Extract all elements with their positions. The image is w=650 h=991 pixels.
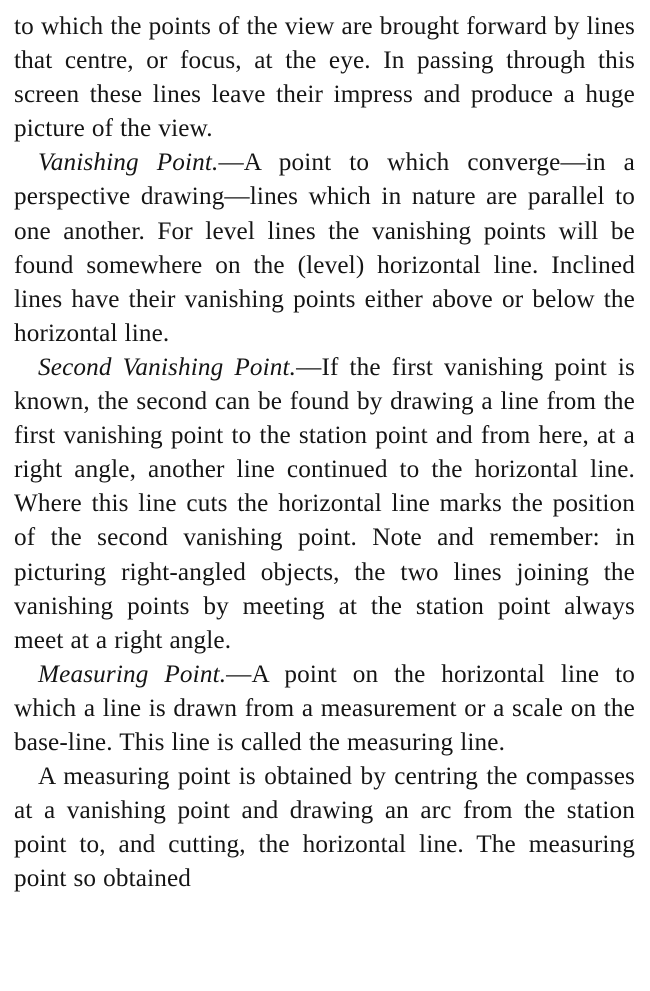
term-second-vanishing-point: Second Vanishing Point. [38, 353, 297, 381]
paragraph-text: —A point on the horizontal line to which a line is drawn from a measurement or a scale on the base-line. This line is called the measuring line. [14, 660, 635, 756]
term-measuring-point: Measuring Point. [38, 660, 227, 688]
page-text [14, 10, 635, 896]
paragraph-measuring-point [14, 658, 635, 760]
paragraph-continued [14, 10, 635, 146]
paragraph-text: —If the first vanishing point is known, the second can be found by drawing a line from the first vanishing point to the station point and from here, at a right angle, another line continued to the horizontal line. Where this line cuts the horizontal line marks the position of the second vanishing point. Note and remember: in picturing right-angled objects, the two lines joining the vanishing points by meeting at the station point always meet at a right angle. [14, 353, 635, 654]
paragraph-text: —A point to which converge—in a perspective drawing—lines which in nature are parallel to one another. For level lines the vanishing points will be found somewhere on the (level) horizontal line. Inclined lines have their vanishing points either above or below the horizontal line. [14, 149, 635, 347]
paragraph-vanishing-point [14, 146, 635, 351]
paragraph-text: A measuring point is obtained by centring the compasses at a vanishing point and drawing an arc from the station point to, and cutting, the horizontal line. The measuring point so obtained [14, 763, 635, 893]
paragraph-text: to which the points of the view are brought forward by lines that centre, or focus, at the eye. In passing through this screen these lines leave their impress and produce a huge picture of the view. [14, 13, 635, 143]
term-vanishing-point: Vanishing Point. [38, 149, 219, 177]
paragraph-second-vanishing-point [14, 351, 635, 658]
paragraph-measuring-point-obtained [14, 760, 635, 896]
